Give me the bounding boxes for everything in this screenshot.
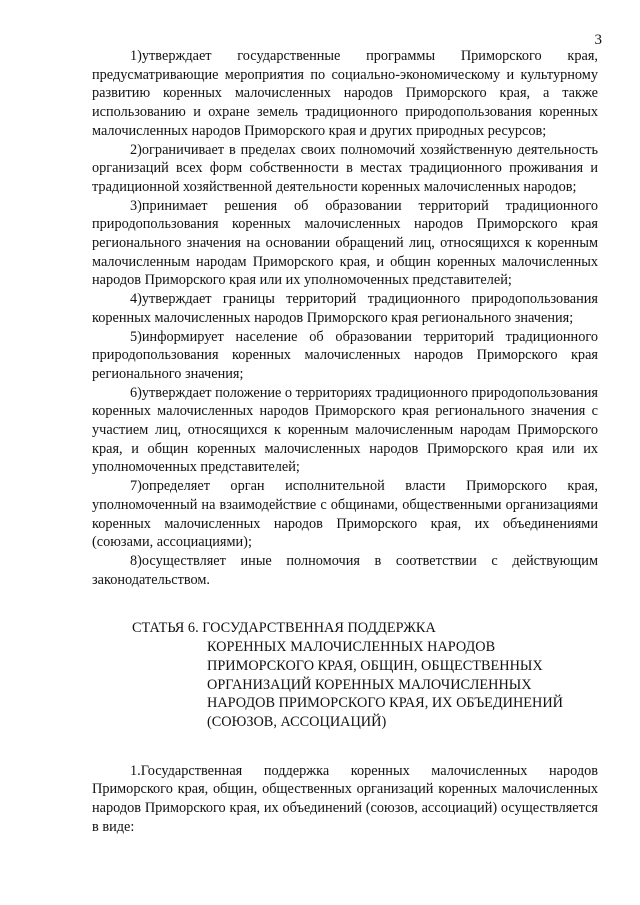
page-number: 3 — [594, 32, 602, 48]
list-item: 8)осуществляет иные полномочия в соответствии с действующим законодательством. — [92, 552, 598, 588]
document-body — [92, 47, 598, 836]
article-title-rest: КОРЕННЫХ МАЛОЧИСЛЕННЫХ НАРОДОВ ПРИМОРСКОГО КРАЯ, ОБЩИН, ОБЩЕСТВЕННЫХ ОРГАНИЗАЦИЙ КОРЕННЫХ МАЛОЧИСЛЕННЫХ НАРОДОВ ПРИМОРСКОГО КРАЯ, ИХ ОБЪЕДИНЕНИЙ (СОЮЗОВ, АССОЦИАЦИЙ) — [207, 639, 564, 730]
list-item: 7)определяет орган исполнительной власти Приморского края, уполномоченный на взаимодействие с общинами, общественными организациями коренных малочисленных народов Приморского края, их объединениями (союзами, ассоциациями); — [92, 478, 598, 551]
list-item: 4)утверждает границы территорий традиционного природопользования коренных малочисленных народов Приморского края регионального значения; — [92, 291, 598, 326]
list-item: 3)принимает решения об образовании территорий традиционного природопользования коренных малочисленных народов Приморского края регионального значения на основании обращений лиц, относящихся к коренным малочисленным народам Приморского края, и общин коренных малочисленных народов Приморского края или их уполномоченных представителей; — [92, 197, 598, 289]
list-item: 6)утверждает положение о территориях традиционного природопользования коренных малочисленных народов Приморского края регионального значения с участием лиц, относящихся к коренным малочисленным народам Приморского края, и общин коренных малочисленных народов Приморского края или их уполномоченных представителей; — [92, 384, 598, 476]
list-item: 1)утверждает государственные программы Приморского края, предусматривающие мероприятия по социально-экономическому и культурному развитию коренных малочисленных народов Приморского края, а также использованию и охране земель традиционного природопользования коренных малочисленных народов Приморского края и других природных ресурсов; — [92, 48, 598, 139]
article-paragraph: 1.Государственная поддержка коренных малочисленных народов Приморского края, общин, общественных организаций коренных малочисленных народов Приморского края, их объединений (союзов, ассоциаций) осуществляется в виде: — [92, 762, 598, 835]
article-title-first-line: СТАТЬЯ 6. ГОСУДАРСТВЕННАЯ ПОДДЕРЖКА — [132, 620, 436, 637]
article-heading — [92, 619, 598, 731]
list-item: 5)информирует население об образовании территорий традиционного природопользования коренных малочисленных народов Приморского края регионального значения; — [92, 328, 598, 382]
list-item: 2)ограничивает в пределах своих полномочий хозяйственную деятельность организаций всех форм собственности в местах традиционного проживания и традиционной хозяйственной деятельности коренных малочисленных народов; — [92, 141, 598, 195]
